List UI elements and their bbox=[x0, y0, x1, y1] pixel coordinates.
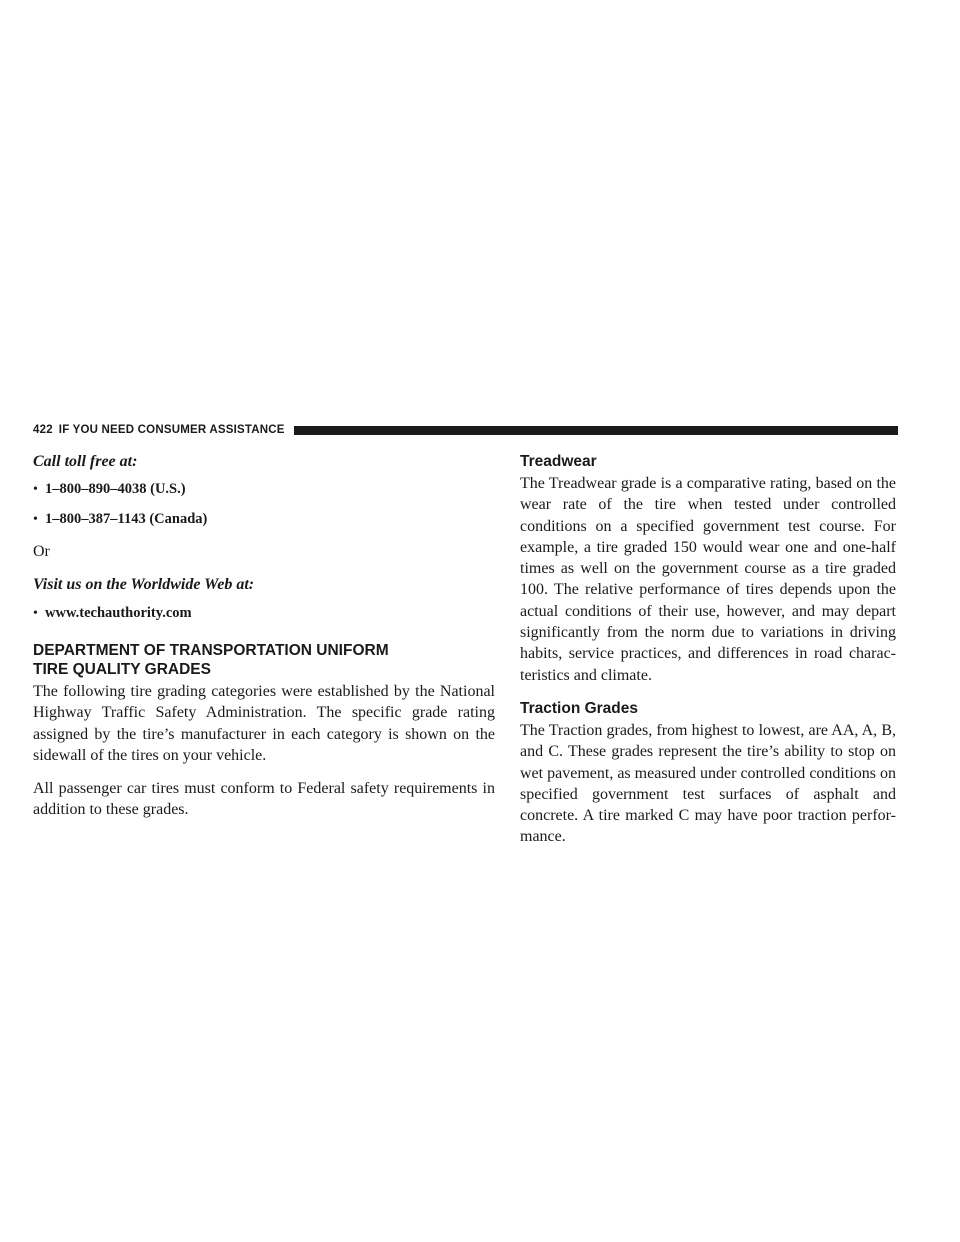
bullet-icon: • bbox=[33, 512, 38, 527]
dot-paragraph-1: The following tire grading categories were established by the National Highway Traffic Safety Administration. The specific grade rating assigned by the tire’s manufacturer in each category is shown on the sidewall of the tires on your vehicle. bbox=[33, 683, 495, 764]
bullet-icon: • bbox=[33, 606, 38, 621]
or-text: Or bbox=[33, 543, 50, 560]
dot-heading-line2: TIRE QUALITY GRADES bbox=[33, 661, 211, 678]
treadwear-paragraph: The Treadwear grade is a comparative rating, based on the wear rate of the tire when tested under controlled conditions on a specified government test course. For example, a tire graded 150 would wear one and one-half times as well on the government course as a tire graded 100. The relative performance of tires depends upon the actual conditions of their use, however, and may depart significantly from the norm due to variations in driving habits, service practices, and differences in road charac-teristics and climate. bbox=[520, 475, 896, 684]
web-label: Visit us on the Worldwide Web at: bbox=[33, 576, 255, 593]
list-item bbox=[33, 603, 495, 624]
page-number: 422 bbox=[33, 424, 53, 436]
phone-list bbox=[33, 479, 495, 530]
bullet-icon: • bbox=[33, 482, 38, 497]
dot-heading bbox=[33, 641, 495, 679]
traction-heading: Traction Grades bbox=[520, 699, 639, 717]
header-rule bbox=[294, 426, 898, 435]
right-column bbox=[520, 452, 896, 848]
traction-paragraph: The Traction grades, from highest to lowest, are AA, A, B, and C. These grades represent the tire’s ability to stop on wet pavement, as measured under controlled conditions on specified government test surfaces of asphalt and concrete. A tire marked C may have poor traction perfor-mance. bbox=[520, 721, 896, 846]
list-item bbox=[33, 479, 495, 500]
list-item bbox=[33, 509, 495, 530]
treadwear-heading: Treadwear bbox=[520, 453, 597, 470]
dot-paragraph-2: All passenger car tires must conform to Federal safety requirements in addition to these grades. bbox=[33, 780, 495, 819]
dot-heading-line1: DEPARTMENT OF TRANSPORTATION UNIFORM bbox=[33, 642, 389, 659]
left-column bbox=[33, 452, 495, 821]
section-title: IF YOU NEED CONSUMER ASSISTANCE bbox=[58, 424, 285, 436]
phone-us: 1–800–890–4038 (U.S.) bbox=[45, 481, 186, 497]
page-header bbox=[33, 421, 898, 439]
call-label: Call toll free at: bbox=[33, 453, 138, 470]
phone-canada: 1–800–387–1143 (Canada) bbox=[45, 511, 208, 527]
web-link[interactable]: www.techauthority.com bbox=[45, 605, 192, 621]
